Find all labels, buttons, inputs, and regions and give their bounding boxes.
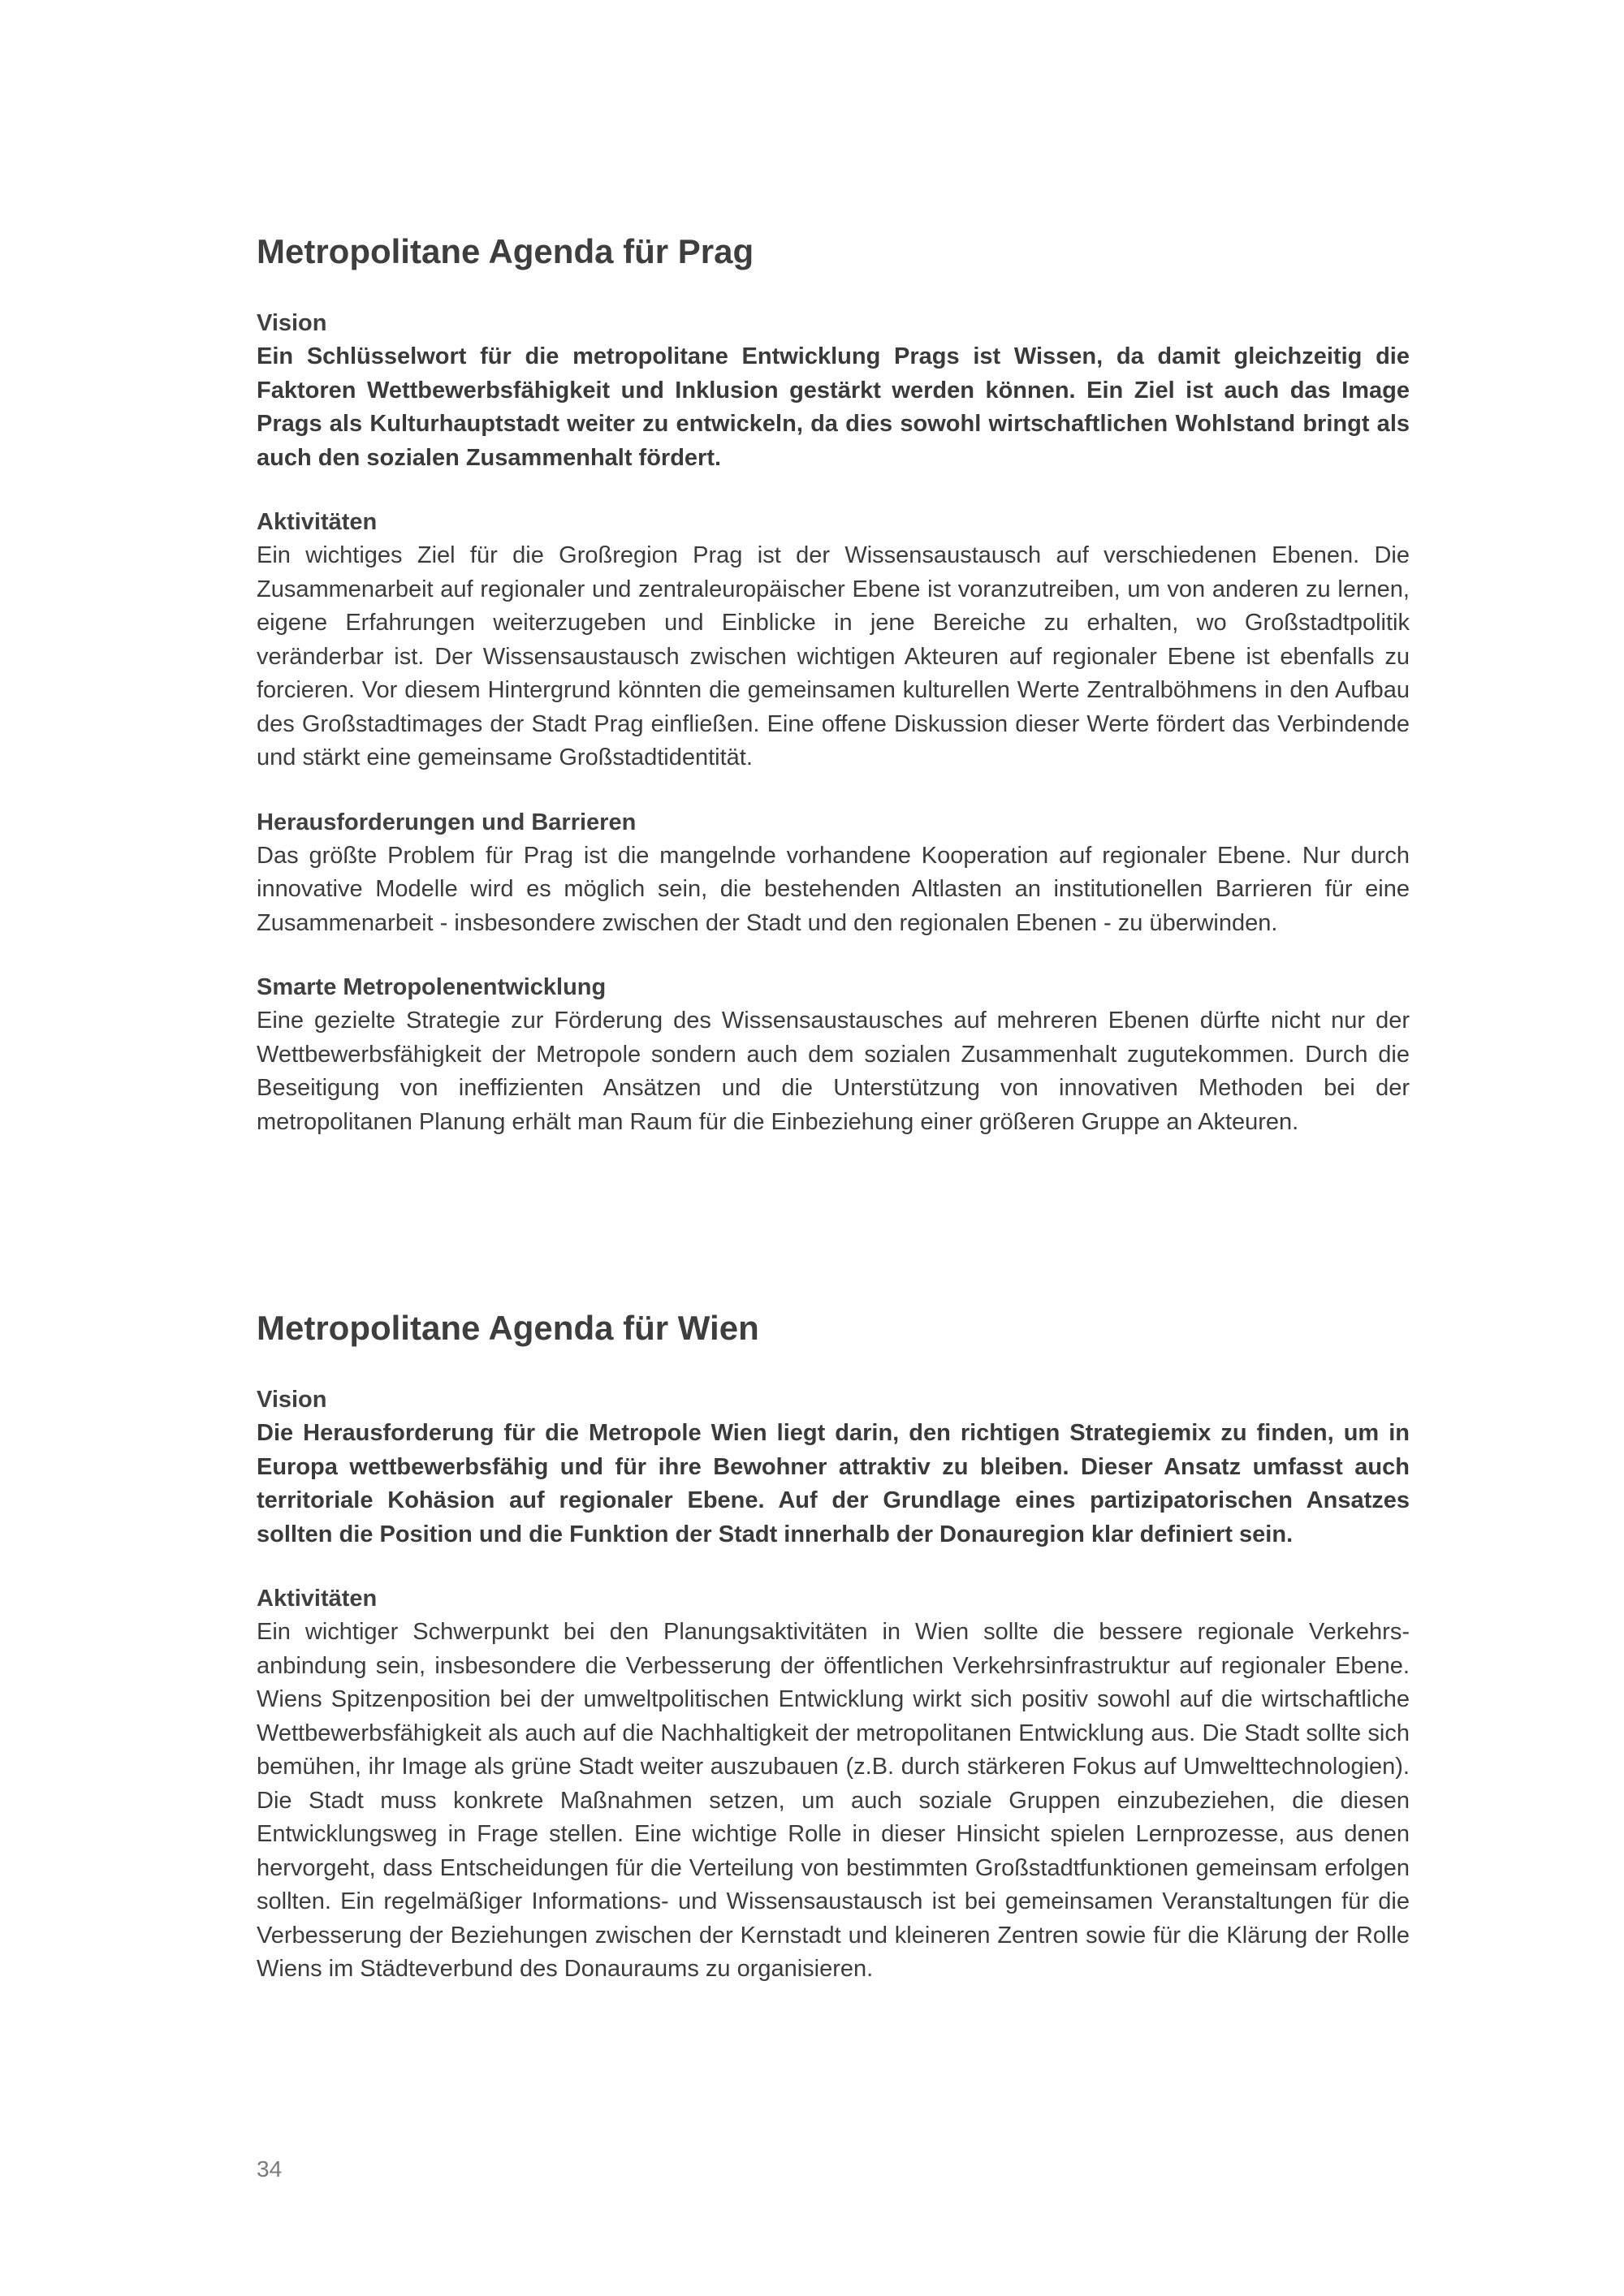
vision-text-wien: Die Herausforderung für die Metropole Wien liegt darin, den richtigen Strategiemix zu finden, um in Europa wettbewerbsfähig und für ihre Bewohner attraktiv zu bleiben. Dieser Ansatz umfasst auch territoriale Kohäsion auf regionaler Ebene. Auf der Grundlage eines partizipatorischen Ansatzes sollten die Position und die Funktion der Stadt innerhalb der Donauregion klar definiert sein. (257, 1420, 1410, 1547)
herausforderungen-heading-prag: Herausforderungen und Barrieren (257, 809, 637, 835)
vision-heading-wien: Vision (257, 1387, 327, 1413)
herausforderungen-text-prag: Das größte Problem für Prag ist die mangelnde vorhandene Kooperation auf regionaler Ebene. Nur durch innovative Modelle wird es möglich sein, die bestehenden Altlasten an institutionellen Barrieren für eine Zusammenarbeit - insbesondere zwischen der Stadt und den regionalen Ebenen - zu überwinden. (257, 842, 1410, 936)
aktivitaeten-block-wien (257, 1582, 1410, 1987)
section-title-wien: Metropolitane Agenda für Wien (257, 1309, 759, 1347)
vision-block-wien (257, 1383, 1410, 1552)
section-title-prag: Metropolitane Agenda für Prag (257, 232, 754, 270)
smarte-block-prag (257, 971, 1410, 1139)
aktivitaeten-block-prag (257, 506, 1410, 775)
smarte-text-prag: Eine gezielte Strategie zur Förderung des Wissensaustausches auf mehreren Ebenen dürfte nicht nur der Wettbewerbsfähigkeit der Metropole sondern auch dem sozialen Zusammenhalt zugutekommen. Durch die Beseitigung von ineffizienten Ansätzen und die Unterstützung von innovativen Methoden bei der metropolitanen Planung erhält man Raum für die Einbeziehung einer größeren Gruppe an Akteuren. (257, 1008, 1410, 1135)
page-number: 34 (257, 2156, 283, 2182)
section-prag (257, 229, 1410, 1139)
vision-block-prag (257, 307, 1410, 475)
vision-heading-prag: Vision (257, 310, 327, 336)
section-wien (257, 1306, 1410, 1987)
vision-text-prag: Ein Schlüsselwort für die metropolitane Entwicklung Prags ist Wissen, da damit gleichzeitig die Faktoren Wettbewerbsfähigkeit und Inklusion gestärkt werden können. Ein Ziel ist auch das Image Prags als Kulturhauptstadt weiter zu entwickeln, da dies sowohl wirtschaftlichen Wohlstand bringt als auch den sozialen Zusammenhalt fördert. (257, 343, 1410, 471)
aktivitaeten-text-wien: Ein wichtiger Schwerpunkt bei den Planungsaktivitäten in Wien sollte die bessere regionale Verkehrsanbindung sein, insbesondere die Verbesserung der öffentlichen Verkehrsinfrastruktur auf regionaler Ebene. Wiens Spitzenposition bei der umweltpolitischen Entwicklung wirkt sich positiv sowohl auf die wirtschaftliche Wettbewerbsfähigkeit als auch auf die Nachhaltigkeit der metropolitanen Entwicklung aus. Die Stadt sollte sich bemühen, ihr Image als grüne Stadt weiter auszubauen (z.B. durch stärkeren Fokus auf Umwelttechnologien). Die Stadt muss konkrete Maßnahmen setzen, um auch soziale Gruppen einzubeziehen, die diesen Entwicklungsweg in Frage stellen. Eine wichtige Rolle in dieser Hinsicht spielen Lernprozesse, aus denen hervorgeht, dass Entscheidungen für die Verteilung von bestimmten Großstadtfunktionen gemeinsam erfolgen sollten. Ein regelmäßiger Informations- und Wissensaustausch ist bei gemeinsamen Veranstaltungen für die Verbesserung der Beziehungen zwischen der Kernstadt und kleineren Zentren sowie für die Klärung der Rolle Wiens im Städteverbund des Donauraums zu organisieren. (257, 1619, 1410, 1982)
smarte-heading-prag: Smarte Metropolenentwicklung (257, 974, 607, 1000)
aktivitaeten-heading-wien: Aktivitäten (257, 1586, 378, 1612)
aktivitaeten-heading-prag: Aktivitäten (257, 509, 378, 535)
herausforderungen-block-prag (257, 806, 1410, 941)
aktivitaeten-text-prag: Ein wichtiges Ziel für die Großregion Prag ist der Wissensaustausch auf verschiedenen Ebenen. Die Zusammenarbeit auf regionaler und zentraleuropäischer Ebene ist voranzutreiben, um von anderen zu lernen, eigene Erfahrungen weiterzugeben und Einblicke in jene Bereiche zu erhalten, wo Großstadtpolitik veränderbar ist. Der Wissensaustausch zwischen wichtigen Akteuren auf regionaler Ebene ist ebenfalls zu forcieren. Vor diesem Hintergrund könnten die gemeinsamen kulturellen Werte Zentralböhmens in den Aufbau des Großstadtimages der Stadt Prag einfließen. Eine offene Diskussion dieser Werte fördert das Verbindende und stärkt eine gemeinsame Großstadtidentität. (257, 542, 1410, 770)
